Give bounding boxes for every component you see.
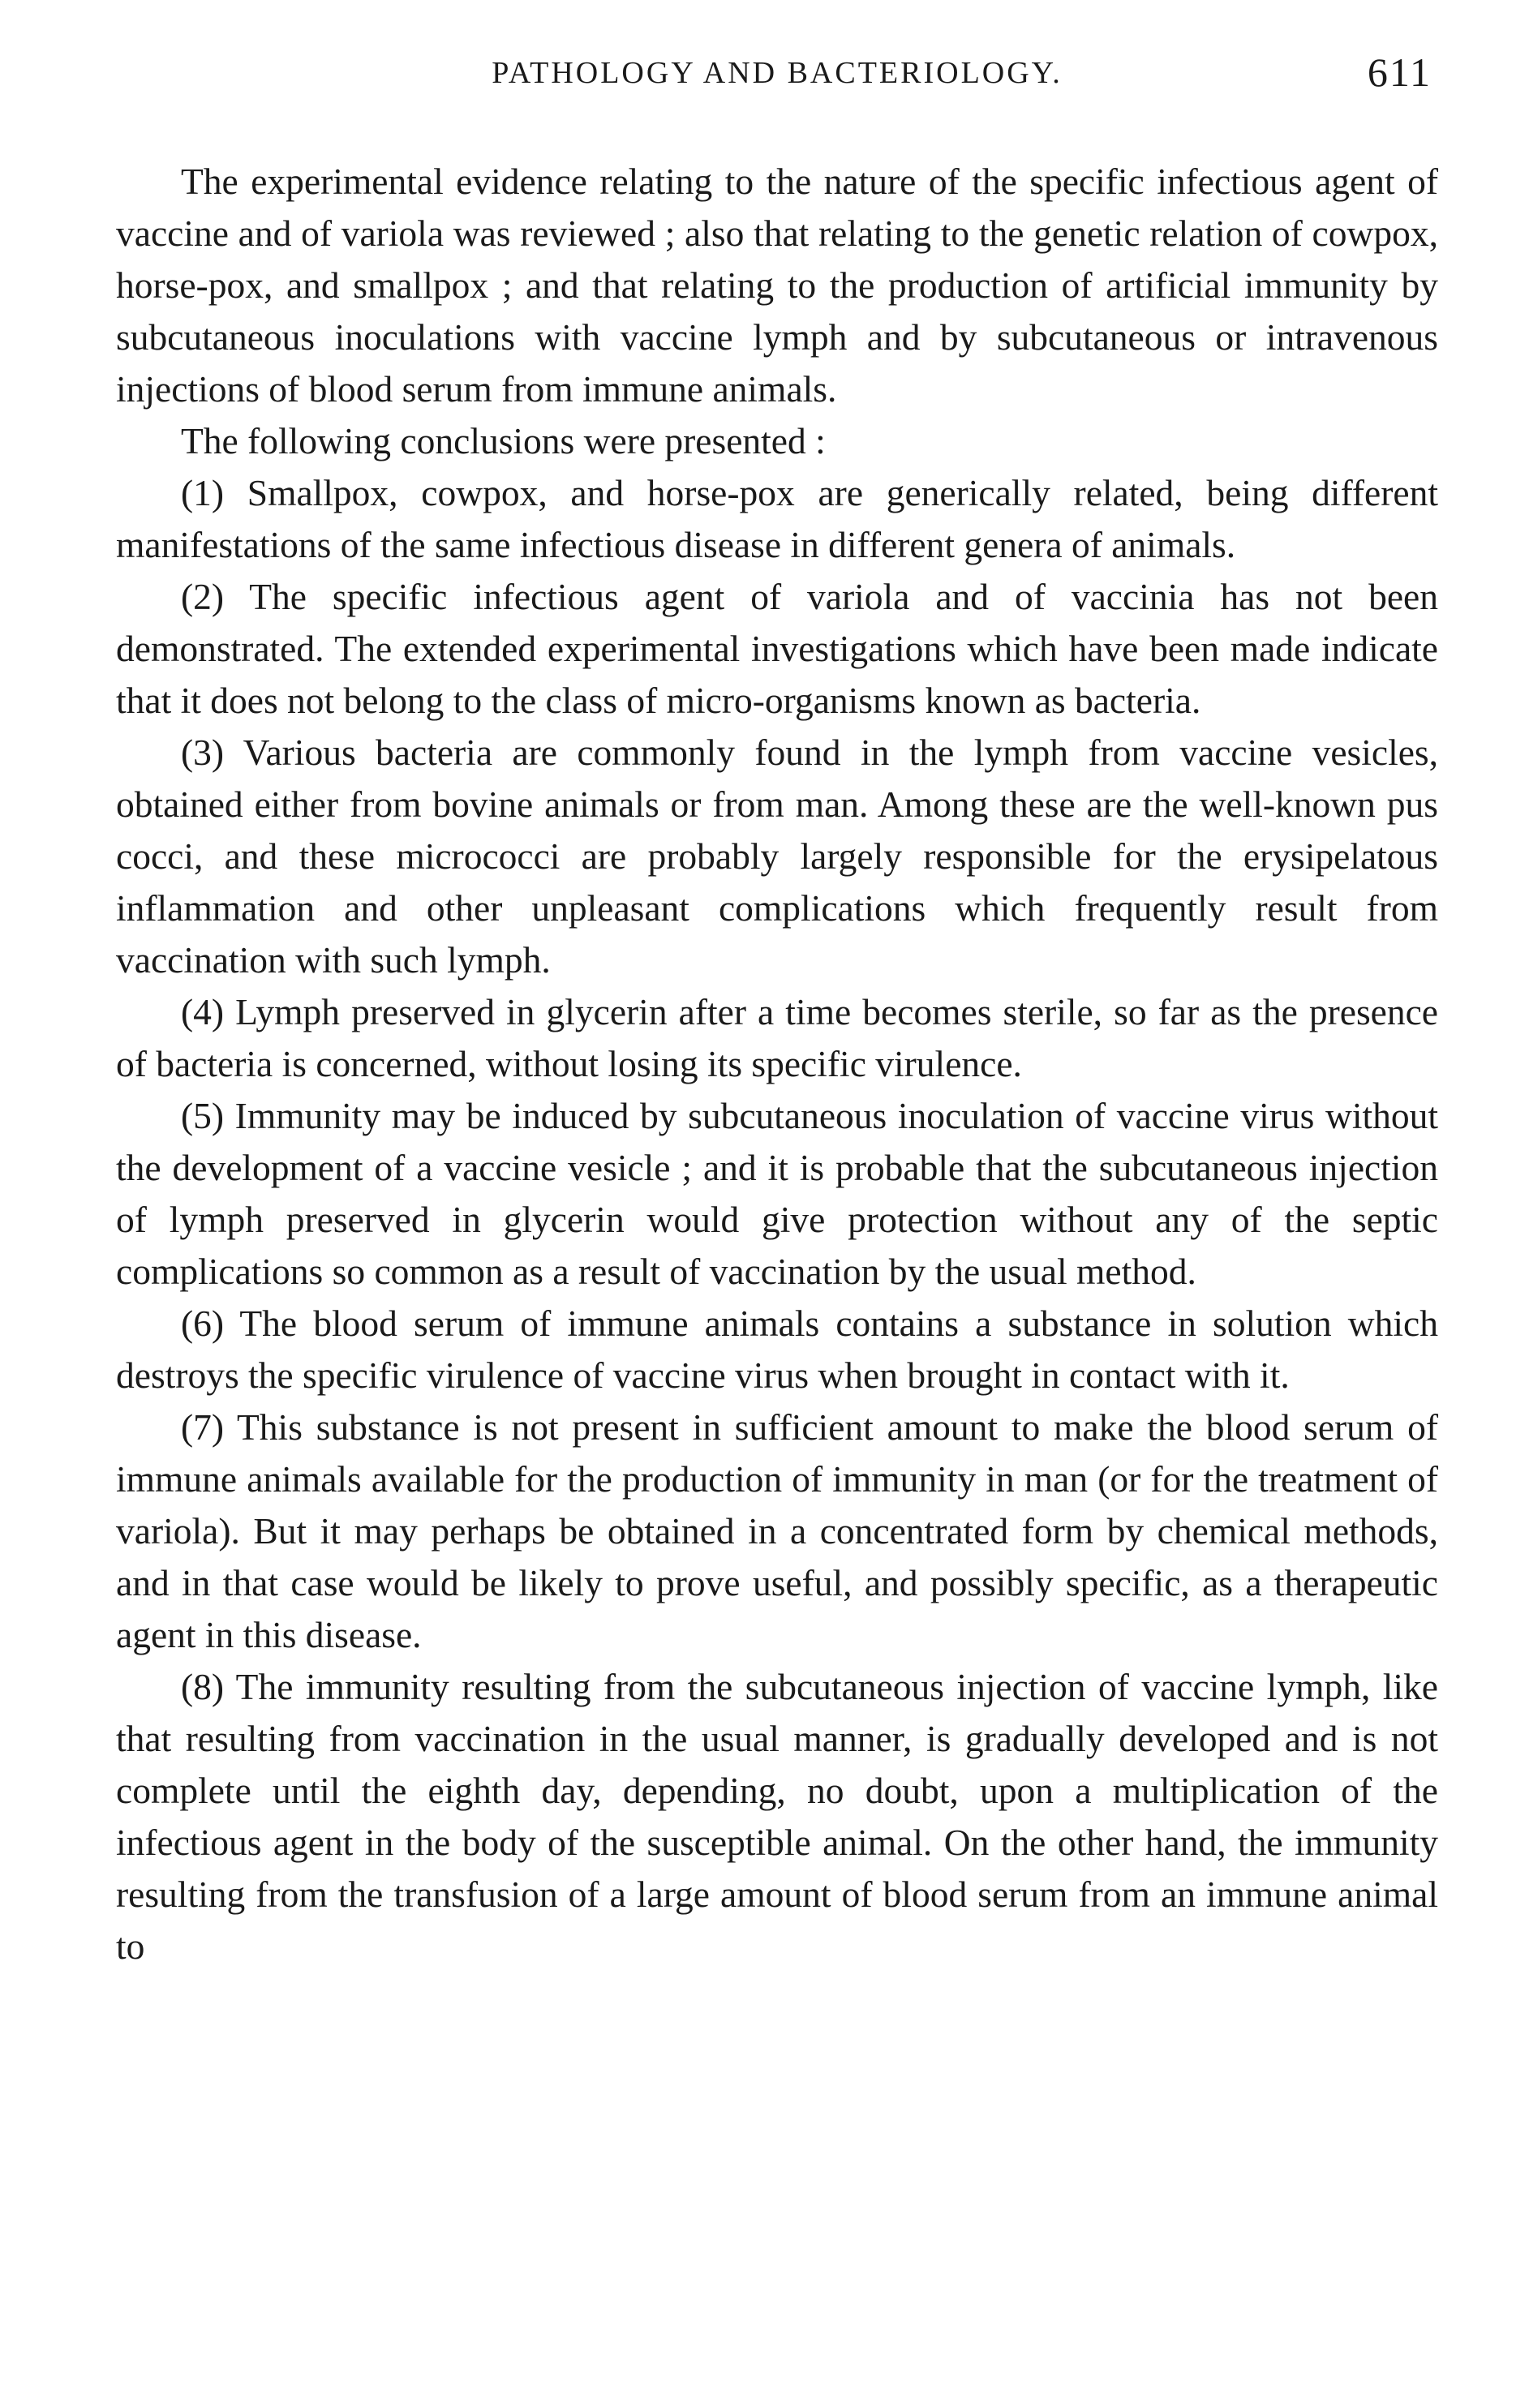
running-title: PATHOLOGY AND BACTERIOLOGY. xyxy=(492,56,1063,90)
paragraph-conclusion-3: (3) Various bacteria are commonly found in the lymph from vaccine vesicles, obtained either from bovine animals or from man. Among these are the well-known pus cocci, and these micrococci are probably largely responsible for the erysipelatous inflammation and other unpleasant complications which frequently result from vaccination with such lymph. xyxy=(116,732,1438,981)
paragraph-conclusion-8: (8) The immunity resulting from the subcutaneous injection of vaccine lymph, like that resulting from vaccination in the usual manner, is gradually developed and is not complete until the eighth day, depending, no doubt, upon a multiplication of the infectious agent in the body of the susceptible animal. On the other hand, the immunity resulting from the transfusion of a large amount of blood serum from an immune animal to xyxy=(116,1666,1438,1967)
page-number: 611 xyxy=(1367,49,1432,95)
paragraph-conclusion-4: (4) Lymph preserved in glycerin after a time becomes sterile, so far as the presence of bacteria is concerned, without losing its specific virulence. xyxy=(116,991,1438,1084)
paragraph-conclusion-6: (6) The blood serum of immune animals contains a substance in solution which destroys the specific virulence of vaccine virus when brought in contact with it. xyxy=(116,1303,1438,1396)
paragraph-conclusion-2: (2) The specific infectious agent of variola and of vaccinia has not been demonstrated. The extended experimental investigations which have been made indicate that it does not belong to the class of micro-organisms known as bacteria. xyxy=(116,576,1438,721)
paragraph-conclusion-1: (1) Smallpox, cowpox, and horse-pox are generically related, being different manifestations of the same infectious disease in different genera of animals. xyxy=(116,472,1438,565)
paragraph-intro: The experimental evidence relating to the nature of the specific infectious agent of vaccine and of variola was reviewed ; also that relating to the genetic relation of cowpox, horse-pox, and smallpox ; and that relating to the production of artificial immunity by subcutaneous inoculations with vaccine lymph and by subcutaneous or intravenous injections of blood serum from immune animals. xyxy=(116,161,1438,410)
paragraph-conclusion-5: (5) Immunity may be induced by subcutaneous inoculation of vaccine virus without the development of a vaccine vesicle ; and it is probable that the subcutaneous injection of lymph preserved in glycerin would give protection without any of the septic complications so common as a result of vaccination by the usual method. xyxy=(116,1095,1438,1292)
paragraph-conclusion-7: (7) This substance is not present in sufficient amount to make the blood serum of immune animals available for the production of immunity in man (or for the treatment of variola). But it may perhaps be obtained in a concentrated form by chemical methods, and in that case would be likely to prove useful, and possibly specific, as a therapeutic agent in this disease. xyxy=(116,1406,1438,1655)
body-text xyxy=(116,156,1438,1972)
running-head xyxy=(116,49,1438,114)
paragraph-conclusions-heading: The following conclusions were presented : xyxy=(181,420,826,461)
book-page xyxy=(116,49,1438,1972)
